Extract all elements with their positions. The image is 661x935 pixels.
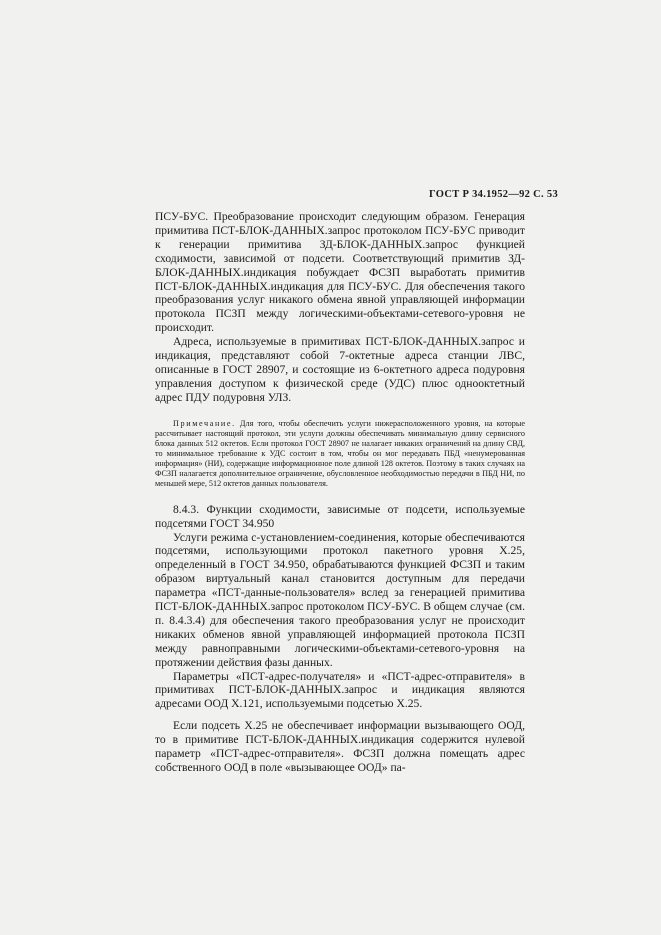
note-text: Для того, чтобы обеспечить услуги нижерасположенного уровня, на которые рассчитывает настоящий протокол, эти услуги должны обеспечивать минимальную длину сервисного блока данных 512 октетов. Если протокол ГОСТ 28907 не налагает никаких ограничений на длину СВД, то минимальное требование к УДС состоит в том, чтобы он мог передавать ПБД «ненумерованная информация» (НИ), содержащие информационное поле длиной 128 октетов. Поэтому в таких случаях на ФСЗП налагается дополнительное ограничение, обусловленное необходимостью передачи в ПБД НИ, по меньшей мере, 512 октетов данных пользователя. xyxy=(155,418,526,488)
section-paragraph: Услуги режима с-установлением-соединения, которые обеспечиваются подсетями, использующими протокол пакетного уровня Х.25, определенный в ГОСТ 34.950, обрабатываются функцией ФСЗП и таким образом виртуальный канал становится доступным для передачи параметра «ПСТ-данные-пользователя» вслед за генерацией примитива ПСТ-БЛОК-ДАННЫХ.запрос протоколом ПСУ-БУС. В общем случае (см. п. 8.4.3.4) для обеспечения такого преобразования услуг не происходит никаких обменов явной управляющей информацией протокола ПСЗП между равноправными логическими-объектами-сетевого-уровня на протяжении действия фазы данных. xyxy=(155,530,525,669)
running-header: ГОСТ Р 34.1952—92 С. 53 xyxy=(429,189,558,200)
section-paragraph: Параметры «ПСТ-адрес-получателя» и «ПСТ-адрес-отправителя» в примитивах ПСТ-БЛОК-ДАННЫХ.запрос и индикация являются адресами ООД Х.121, используемыми подсетью Х.25. xyxy=(155,669,525,711)
paragraph-addresses: Адреса, используемые в примитивах ПСТ-БЛОК-ДАННЫХ.запрос и индикация, представляют собой 7-октетные адреса станции ЛВС, описанные в ГОСТ 28907, и состоящие из 6-октетного адреса подуровня управления доступом к физической среде (УДС) плюс однооктетный адрес ПДУ подуровня УЛЗ. xyxy=(155,335,525,404)
section-heading: 8.4.3. Функции сходимости, зависимые от подсети, используемые подсетями ГОСТ 34.950 xyxy=(155,502,525,530)
section-paragraph: Если подсеть Х.25 не обеспечивает информации вызывающего ООД, то в примитиве ПСТ-БЛОК-ДАННЫХ.индикация содержится нулевой параметр «ПСТ-адрес-отправителя». ФСЗП должна помещать адрес собственного ООД в поле «вызывающее ООД» па- xyxy=(155,719,525,774)
paragraph-continuation: ПСУ-БУС. Преобразование происходит следующим образом. Генерация примитива ПСТ-БЛОК-ДАННЫХ.запрос протоколом ПСУ-БУС приводит к генерации примитива ЗД-БЛОК-ДАННЫХ.запрос функцией сходимости, зависимой от подсети. Соответствующий примитив ЗД-БЛОК-ДАННЫХ.индикация побуждает ФСЗП выработать примитив ПСТ-БЛОК-ДАННЫХ.индикация для ПСУ-БУС. Для обеспечения такого преобразования услуг никакого обмена явной управляющей информации протокола ПСЗП между логическими-объектами-сетевого-уровня не происходит. xyxy=(155,210,525,335)
note-label: Примечание. xyxy=(173,418,236,428)
page-body xyxy=(155,210,525,775)
note xyxy=(155,419,525,489)
